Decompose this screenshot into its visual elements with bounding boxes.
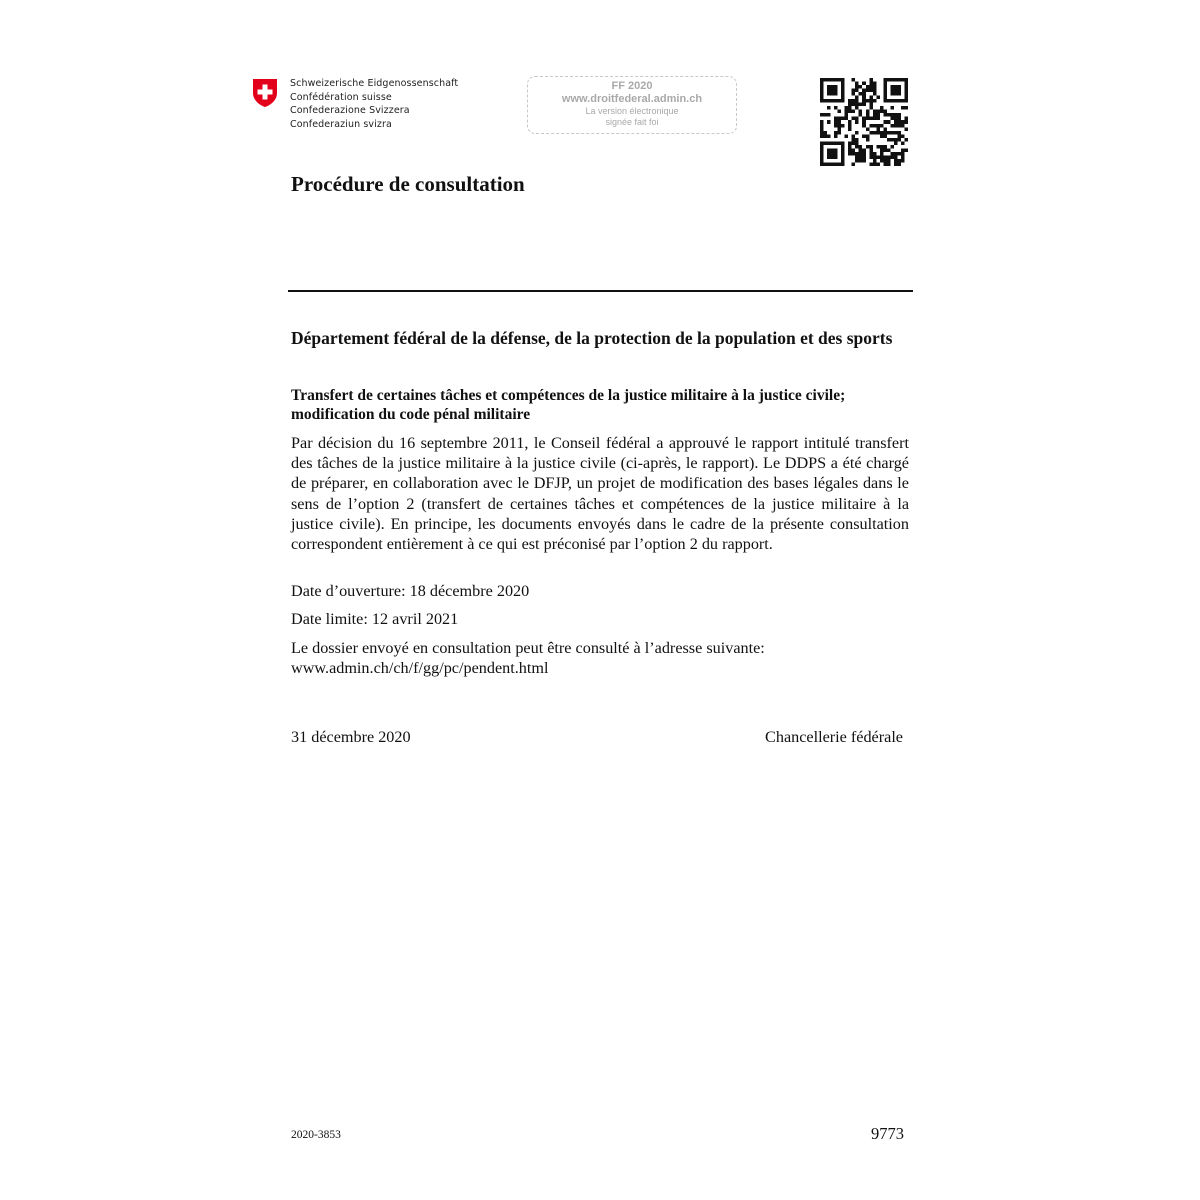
body-paragraph: Par décision du 16 septembre 2011, le Conseil fédéral a approuvé le rapport intitulé transfert des tâches de la justice militaire à la justice civile (ci-après, le rapport). Le DDPS a été chargé de préparer, en collaboration avec le DFJP, un projet de modification des bases légales dans le sens de l’option 2 (transfert de certaines tâches et compétences de la justice militaire à la justice civile). En principe, les documents envoyés dans le cadre de la présente consultation correspondent entièrement à ce qui est préconisé par l’option 2 du rapport. [291,434,909,554]
stamp-reference: FF 2020 [611,80,653,92]
stamp-note-1: La version électronique [585,106,679,116]
opening-date: Date d’ouverture: 18 décembre 2020 [291,582,530,600]
stamp-note-2: signée fait foi [605,117,659,127]
confederation-line-de: Schweizerische Eidgenossenschaft [290,78,459,89]
swiss-cross-shield-icon [252,78,278,108]
address-url: www.admin.ch/ch/f/gg/pc/pendent.html [291,659,549,678]
page-number: 9773 [871,1124,904,1143]
confederation-line-it: Confederazione Svizzera [290,105,410,116]
stamp-url: www.droitfederal.admin.ch [561,93,703,105]
qr-code-icon [820,78,908,166]
document-number: 2020-3853 [291,1129,341,1141]
subject-heading: Transfert de certaines tâches et compétences de la justice militaire à la justice civile; modification du code pénal militaire [291,387,846,423]
document-date: 31 décembre 2020 [291,728,411,746]
address-block [291,638,911,678]
confederation-line-rm: Confederaziun svizra [290,118,392,130]
address-intro: Le dossier envoyé en consultation peut être consulté à l’adresse suivante: [291,639,765,657]
issuing-authority: Chancellerie fédérale [765,728,903,746]
page-title: Procédure de consultation [291,172,525,196]
confederation-names [290,77,458,131]
deadline: Date limite: 12 avril 2021 [291,610,459,628]
department-heading: Département fédéral de la défense, de la protection de la population et des sports [291,328,893,348]
electronic-version-stamp [527,76,737,134]
title-divider [288,290,913,292]
confederation-line-fr: Confédération suisse [290,91,392,103]
